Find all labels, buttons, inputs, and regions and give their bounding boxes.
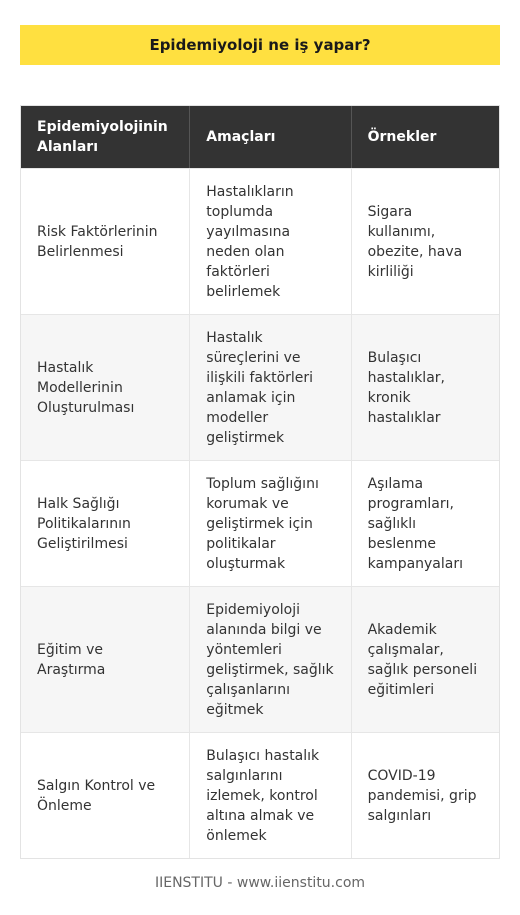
table-cell-area: Halk Sağlığı Politikalarının Geliştirilmesi [21,461,190,586]
table-cell-example: COVID-19 pandemisi, grip salgınları [367,767,477,824]
data-table [20,105,500,859]
table-row [21,586,499,732]
table-cell-goal: Toplum sağlığını korumak ve geliştirmek için politikalar oluşturmak [190,461,351,586]
table-cell-example: Akademik çalışmalar, sağlık personeli eğitimleri [367,621,478,698]
page-title: Epidemiyoloji ne iş yapar? [149,36,371,54]
table-cell-example: Bulaşıcı hastalıklar, kronik hastalıklar [367,349,445,426]
table-cell-goal: Bulaşıcı hastalık salgınlarını izlemek, kontrol altına almak ve önlemek [190,733,351,858]
title-banner [20,25,500,65]
table-cell-goal: Hastalıkların toplumda yayılmasına neden olan faktörleri belirlemek [190,169,351,314]
table-row [21,314,499,460]
table-header-row [21,106,499,168]
header-cell-goals: Amaçları [190,106,351,168]
footer-credit: IIENSTITU - www.iienstitu.com [154,875,366,891]
header-cell-areas: Epidemiyolojinin Alanları [21,106,190,168]
table-cell-goal: Hastalık süreçlerini ve ilişkili faktörleri anlamak için modeller geliştirmek [190,315,351,460]
header-cell-examples: Örnekler [367,129,437,145]
table-cell-goal: Epidemiyoloji alanında bilgi ve yöntemleri geliştirmek, sağlık çalışanlarını eğitmek [190,587,351,732]
table-row [21,168,499,314]
table-row [21,460,499,586]
table-cell-area: Eğitim ve Araştırma [21,587,190,732]
table-cell-area: Salgın Kontrol ve Önleme [21,733,190,858]
table-cell-area: Hastalık Modellerinin Oluşturulması [21,315,190,460]
table-row [21,732,499,858]
table-cell-area: Risk Faktörlerinin Belirlenmesi [21,169,190,314]
table-cell-example: Aşılama programları, sağlıklı beslenme kampanyaları [367,475,464,572]
table-cell-example: Sigara kullanımı, obezite, hava kirliliği [367,203,463,280]
